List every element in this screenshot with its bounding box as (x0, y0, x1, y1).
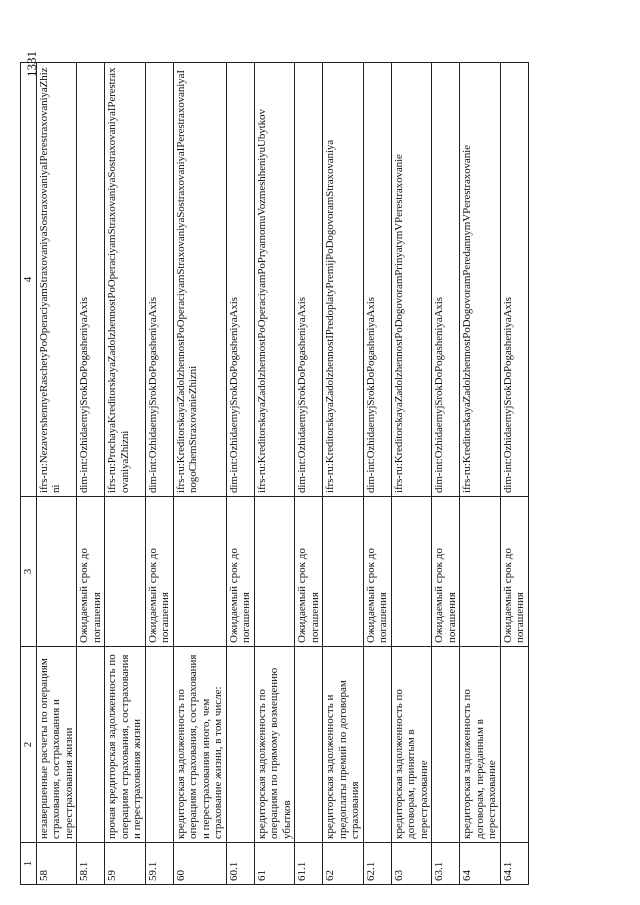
row-number-cell: 59.1 (145, 843, 173, 885)
row-number-cell: 62 (323, 843, 364, 885)
table-row (173, 63, 226, 885)
row-number-cell: 63 (391, 843, 432, 885)
table-row (323, 63, 364, 885)
taxonomy-code-cell: dim-int:OzhidaemyjSrokDoPogasheniyaAxis (500, 63, 528, 497)
term-cell (254, 497, 295, 647)
taxonomy-code-cell: dim-int:OzhidaemyjSrokDoPogasheniyaAxis (295, 63, 323, 497)
item-name-cell (500, 647, 528, 843)
row-number-cell: 61 (254, 843, 295, 885)
table-row (391, 63, 432, 885)
header-cell: 3 (21, 497, 37, 647)
page-number: 1331 (24, 51, 39, 77)
row-number-cell: 64.1 (500, 843, 528, 885)
item-name-cell: незавершенные расчеты по операциям страхования, сострахования и перестрахования жизни (36, 647, 77, 843)
taxonomy-code-cell: dim-int:OzhidaemyjSrokDoPogasheniyaAxis (363, 63, 391, 497)
header-cell: 1 (21, 843, 37, 885)
header-row (21, 63, 37, 885)
table-row (460, 63, 501, 885)
row-number-cell: 58.1 (77, 843, 105, 885)
item-name-cell (77, 647, 105, 843)
item-name-cell (363, 647, 391, 843)
table-row (363, 63, 391, 885)
row-number-cell: 59 (105, 843, 146, 885)
item-name-cell: кредиторская задолженность и предоплаты премий по договорам страхования (323, 647, 364, 843)
term-cell (460, 497, 501, 647)
item-name-cell: кредиторская задолженность по договорам, принятым в перестрахование (391, 647, 432, 843)
term-cell (391, 497, 432, 647)
item-name-cell: кредиторская задолженность по операциям страхования, сострахования и перестрахования иного, чем страхование жизни, в том числе: (173, 647, 226, 843)
taxonomy-code-cell: ifrs-ru:KreditorskayaZadolzhennostPoOperaciyamPoPryamomuVozmeshheniyuUbytkov (254, 63, 295, 497)
term-cell (36, 497, 77, 647)
taxonomy-code-cell: dim-int:OzhidaemyjSrokDoPogasheniyaAxis (226, 63, 254, 497)
table-row (77, 63, 105, 885)
rotated-page (20, 51, 620, 885)
term-cell: Ожидаемый срок до погашения (500, 497, 528, 647)
item-name-cell (145, 647, 173, 843)
item-name-cell (226, 647, 254, 843)
table-row (226, 63, 254, 885)
row-number-cell: 60 (173, 843, 226, 885)
taxonomy-code-cell: ifrs-ru:KreditorskayaZadolzhennostPoOperaciyamStraxovaniyaSostraxovaniyaIPerestraxovaniyaInogoChemStraxovanieZhizni (173, 63, 226, 497)
table-row (432, 63, 460, 885)
table-row (105, 63, 146, 885)
taxonomy-code-cell: dim-int:OzhidaemyjSrokDoPogasheniyaAxis (77, 63, 105, 497)
row-number-cell: 60.1 (226, 843, 254, 885)
item-name-cell: кредиторская задолженность по договорам, переданным в перестрахование (460, 647, 501, 843)
header-cell: 2 (21, 647, 37, 843)
taxonomy-code-cell: ifrs-ru:ProchayaKreditorskayaZadolzhennostPoOperaciyamStraxovaniyaSostraxovaniyaIPerestraxovaniyaZhizni (105, 63, 146, 497)
row-number-cell: 58 (36, 843, 77, 885)
term-cell: Ожидаемый срок до погашения (226, 497, 254, 647)
taxonomy-code-cell: ifrs-ru:KreditorskayaZadolzhennostPoDogovoramPrinyatymVPerestraxovanie (391, 63, 432, 497)
term-cell: Ожидаемый срок до погашения (145, 497, 173, 647)
table-row (145, 63, 173, 885)
item-name-cell: кредиторская задолженность по операциям по прямому возмещению убытков (254, 647, 295, 843)
table-row (295, 63, 323, 885)
term-cell (323, 497, 364, 647)
taxonomy-code-cell: ifrs-ru:KreditorskayaZadolzhennostIPredoplatyPremijPoDogovoramStraxovaniya (323, 63, 364, 497)
term-cell (173, 497, 226, 647)
term-cell (105, 497, 146, 647)
table-row (254, 63, 295, 885)
row-number-cell: 64 (460, 843, 501, 885)
taxonomy-table (20, 62, 529, 885)
taxonomy-code-cell: ifrs-ru:KreditorskayaZadolzhennostPoDogovoramPeredannymVPerestraxovanie (460, 63, 501, 497)
row-number-cell: 61.1 (295, 843, 323, 885)
header-cell: 4 (21, 63, 37, 497)
taxonomy-code-cell: dim-int:OzhidaemyjSrokDoPogasheniyaAxis (432, 63, 460, 497)
table-row (500, 63, 528, 885)
term-cell: Ожидаемый срок до погашения (77, 497, 105, 647)
item-name-cell (295, 647, 323, 843)
row-number-cell: 62.1 (363, 843, 391, 885)
term-cell: Ожидаемый срок до погашения (432, 497, 460, 647)
row-number-cell: 63.1 (432, 843, 460, 885)
item-name-cell: прочая кредиторская задолженность по операциям страхования, сострахования и перестрахования жизни (105, 647, 146, 843)
taxonomy-code-cell: ifrs-ru:NezavershennyeRaschetyPoOperaciyamStraxovaniyaSostraxovaniyaIPerestraxovaniyaZhizni (36, 63, 77, 497)
item-name-cell (432, 647, 460, 843)
table-row (36, 63, 77, 885)
term-cell: Ожидаемый срок до погашения (295, 497, 323, 647)
term-cell: Ожидаемый срок до погашения (363, 497, 391, 647)
taxonomy-code-cell: dim-int:OzhidaemyjSrokDoPogasheniyaAxis (145, 63, 173, 497)
